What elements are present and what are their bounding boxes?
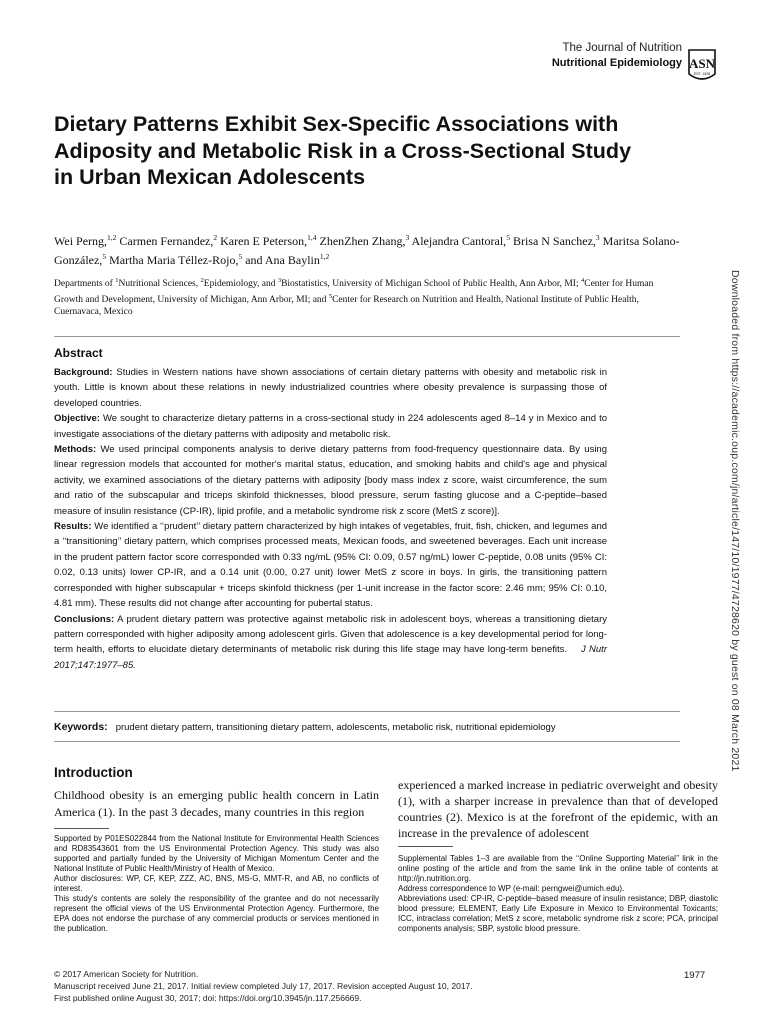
affiliation-text: Biostatistics, University of Michigan School of Public Health, Ann Arbor, MI; (281, 279, 581, 290)
author-name: Martha Maria Téllez-Rojo, (109, 253, 239, 267)
affiliation-marker: 4 (580, 277, 585, 284)
author-name: and Ana Baylin (245, 253, 320, 267)
footnote-funding: Supported by P01ES022844 from the National Institute for Environmental Health Sciences and RD83543601 from the US Environmental Protection Agency. This study was also supported and partially funded by the University of Michigan Momentum Center and the National Institute of Public Health/Ministry of Health of Mexico. (54, 834, 379, 873)
footnote-disclosures: Author disclosures: WP, CF, KEP, ZZZ, AC, BNS, MS-G, MMT-R, and AB, no conflicts of interest. (54, 874, 379, 893)
footnote-rule-right (398, 846, 453, 847)
author-name: Carmen Fernandez, (119, 234, 214, 248)
footnote-supplemental: Supplemental Tables 1–3 are available from the ‘‘Online Supporting Material’’ link in the online posting of the article and from the same link in the online table of contents at http://jn.nutrition.org. (398, 854, 718, 883)
abstract-citation: J Nutr 2017;147:1977–85. (54, 644, 607, 671)
footnotes-left (54, 834, 379, 934)
author-affiliation-marker: 1,2 (319, 252, 330, 261)
abstract-section-label: Background: (54, 367, 113, 378)
abstract-body (54, 365, 607, 673)
affiliations (54, 275, 684, 319)
author-affiliation-marker: 5 (102, 252, 107, 261)
footnotes-right (398, 854, 718, 934)
footnote-correspondence: Address correspondence to WP (e-mail: perngwei@umich.edu). (398, 884, 625, 893)
affiliation-prefix: Departments of (54, 279, 116, 290)
abstract-section-text: We identified a ‘‘prudent’’ dietary pattern characterized by high intakes of vegetables, fruit, fish, chicken, and legumes and a ‘‘transitioning’’ dietary pattern, which comprises processed meats, Mexican foods, and sweetened beverages. Each unit increase in the prudent pattern factor score corresponded with 0.33 ng/mL (95% CI: 0.09, 0.57 ng/mL) lower C-peptide, 0.08 units (95% CI: 0.02, 0.13 units) lower CP-IR, and a 0.14 unit (0.00, 0.27 unit) lower MetS z score in boys. In girls, the transitioning pattern corresponded with higher subscapular + triceps skinfold thickness (per 1-unit increase in the factor score: 2.46 mm; 95% CI: 0.10, 4.81 mm). These results did not change after accounting for pubertal status. (54, 521, 608, 610)
abstract-section-label: Objective: (54, 413, 100, 425)
journal-header (552, 42, 682, 69)
footer-published: First published online August 30, 2017; doi: https://doi.org/10.3945/jn.117.256669. (54, 993, 362, 1003)
footnote-disclaimer: This study's contents are solely the responsibility of the grantee and do not necessarily represent the official views of the US Environmental Protection Agency. Furthermore, the EPA does not endorse the purchase of any commercial products or services mentioned in the publication. (54, 894, 379, 933)
author-affiliation-marker: 5 (506, 233, 510, 242)
author-name: Karen E Peterson, (220, 234, 308, 248)
affiliation-marker: 3 (277, 277, 282, 284)
asn-logo-text: ASN (688, 56, 716, 71)
abstract-section-text: Studies in Western nations have shown associations of certain dietary patterns with obesity and metabolic risk in youth. Little is known about these relations in newly industrialized countries where obesity prevalence is surpassing those of developed countries. (54, 367, 607, 409)
affiliation-text: Center for Human Growth and Development, University of Michigan, Ann Arbor, MI; and (54, 279, 654, 305)
abstract-section (54, 365, 607, 411)
author-affiliation-marker: 1,4 (307, 233, 317, 242)
author-name: Wei Perng, (54, 234, 108, 248)
author-affiliation-marker: 5 (238, 252, 243, 261)
affiliation-text: Epidemiology, and (203, 279, 278, 290)
affiliation-marker: 5 (328, 292, 333, 300)
author-affiliation-marker: 1,2 (107, 233, 117, 242)
keywords-text: prudent dietary pattern, transitioning dietary pattern, adolescents, metabolic risk, nutritional epidemiology (115, 722, 556, 733)
journal-section: Nutritional Epidemiology (551, 57, 682, 69)
author-name: Maritsa Solano-González, (54, 234, 680, 267)
footer-manuscript-dates: Manuscript received June 21, 2017. Initial review completed July 17, 2017. Revision accepted August 10, 2017. (54, 981, 473, 991)
introduction-right-text: experienced a marked increase in pediatric overweight and obesity (1), with a sharper increase in prevalence than that of developed countries (2). Mexico is at the forefront of the epidemic, with an increase in the prevalence of adolescent (398, 778, 718, 840)
author-affiliation-marker: 3 (595, 233, 600, 242)
abstract-heading: Abstract (54, 346, 103, 360)
affiliation-marker: 2 (200, 277, 204, 284)
footnote-abbreviations: Abbreviations used: CP-IR, C-peptide–based measure of insulin resistance; DBP, diastolic blood pressure; ELEMENT, Early Life Exposure in Mexico to Environmental Toxicants; ICC, intraclass correlation; MetS z score, metabolic syndrome risk z score; PCA, principal components analysis; SBP, systolic blood pressure. (398, 894, 718, 933)
author-affiliation-marker: 2 (213, 233, 218, 242)
abstract-section (54, 411, 607, 442)
abstract-section-label: Results: (54, 521, 92, 533)
footer-copyright: © 2017 American Society for Nutrition. (54, 969, 199, 979)
author-list (54, 230, 684, 268)
abstract-section-text: We sought to characterize dietary patterns in a cross-sectional study in 224 adolescents aged 8–14 y in Mexico and to investigate associations of the dietary patterns with adiposity and metabolic risk. (54, 413, 608, 440)
abstract-section-label: Methods: (54, 444, 97, 456)
asn-logo-year: EST. 1928 (693, 72, 711, 76)
keywords-top-rule (54, 711, 680, 712)
affiliation-marker: 1 (115, 277, 119, 284)
download-watermark: Downloaded from https://academic.oup.com/jn/article/147/10/1977/4728620 by guest on 08 March 2021 (729, 270, 741, 772)
journal-name: The Journal of Nutrition (562, 42, 682, 54)
author-name: Alejandra Cantoral, (411, 234, 507, 248)
page-number: 1977 (684, 970, 706, 981)
abstract-section-label: Conclusions: (54, 613, 115, 625)
author-name: ZhenZhen Zhang, (319, 234, 406, 248)
keywords-bottom-rule (54, 741, 680, 742)
abstract-section (54, 612, 607, 674)
affiliation-text: Nutritional Sciences, (118, 279, 201, 290)
abstract-top-rule (54, 336, 680, 337)
article-title: Dietary Patterns Exhibit Sex-Specific Associations with Adiposity and Metabolic Risk in a Cross-Sectional Study in Urban Mexican Adolescents (54, 112, 632, 189)
abstract-section (54, 442, 607, 519)
author-affiliation-marker: 3 (405, 233, 410, 242)
abstract-section-text: A prudent dietary pattern was protective against metabolic risk in adolescent boys, whereas a transitioning dietary pattern corresponded with higher adiposity among adolescent girls. Given that adolescence is a key developmental period for long-term health, efforts to elucidate dietary determinants of metabolic risk during this life stage may have long-term benefits. (54, 613, 607, 656)
abstract-section (54, 519, 607, 611)
abstract-section-text: We used principal components analysis to derive dietary patterns from food-frequency questionnaire data. By using linear regression models that accounted for mother's marital status, education, and smoking habits and child's age and physical activity, we examined associations of the dietary patterns with adiposity [body mass index z score, waist circumference, the sum and ratio of the subscapular and triceps skinfold thicknesses, blood pressure, serum fasting glucose and a C-peptide–based measure of insulin resistance (CP-IR), lipid profile, and a metabolic syndrome risk z score (MetS z score)]. (54, 444, 607, 517)
keywords (54, 721, 694, 733)
introduction-heading: Introduction (54, 765, 133, 780)
keywords-label: Keywords: (54, 721, 108, 733)
affiliation-text: Center for Research on Nutrition and Health, National Institute of Public Health, Cuernavaca, Mexico (54, 294, 639, 318)
introduction-left-text: Childhood obesity is an emerging public health concern in Latin America (1). In the past 3 decades, many countries in this region (54, 788, 379, 819)
author-name: Brisa N Sanchez, (512, 234, 596, 248)
page-footer (54, 968, 594, 1004)
footnote-rule-left (54, 828, 109, 829)
asn-logo (686, 48, 718, 84)
